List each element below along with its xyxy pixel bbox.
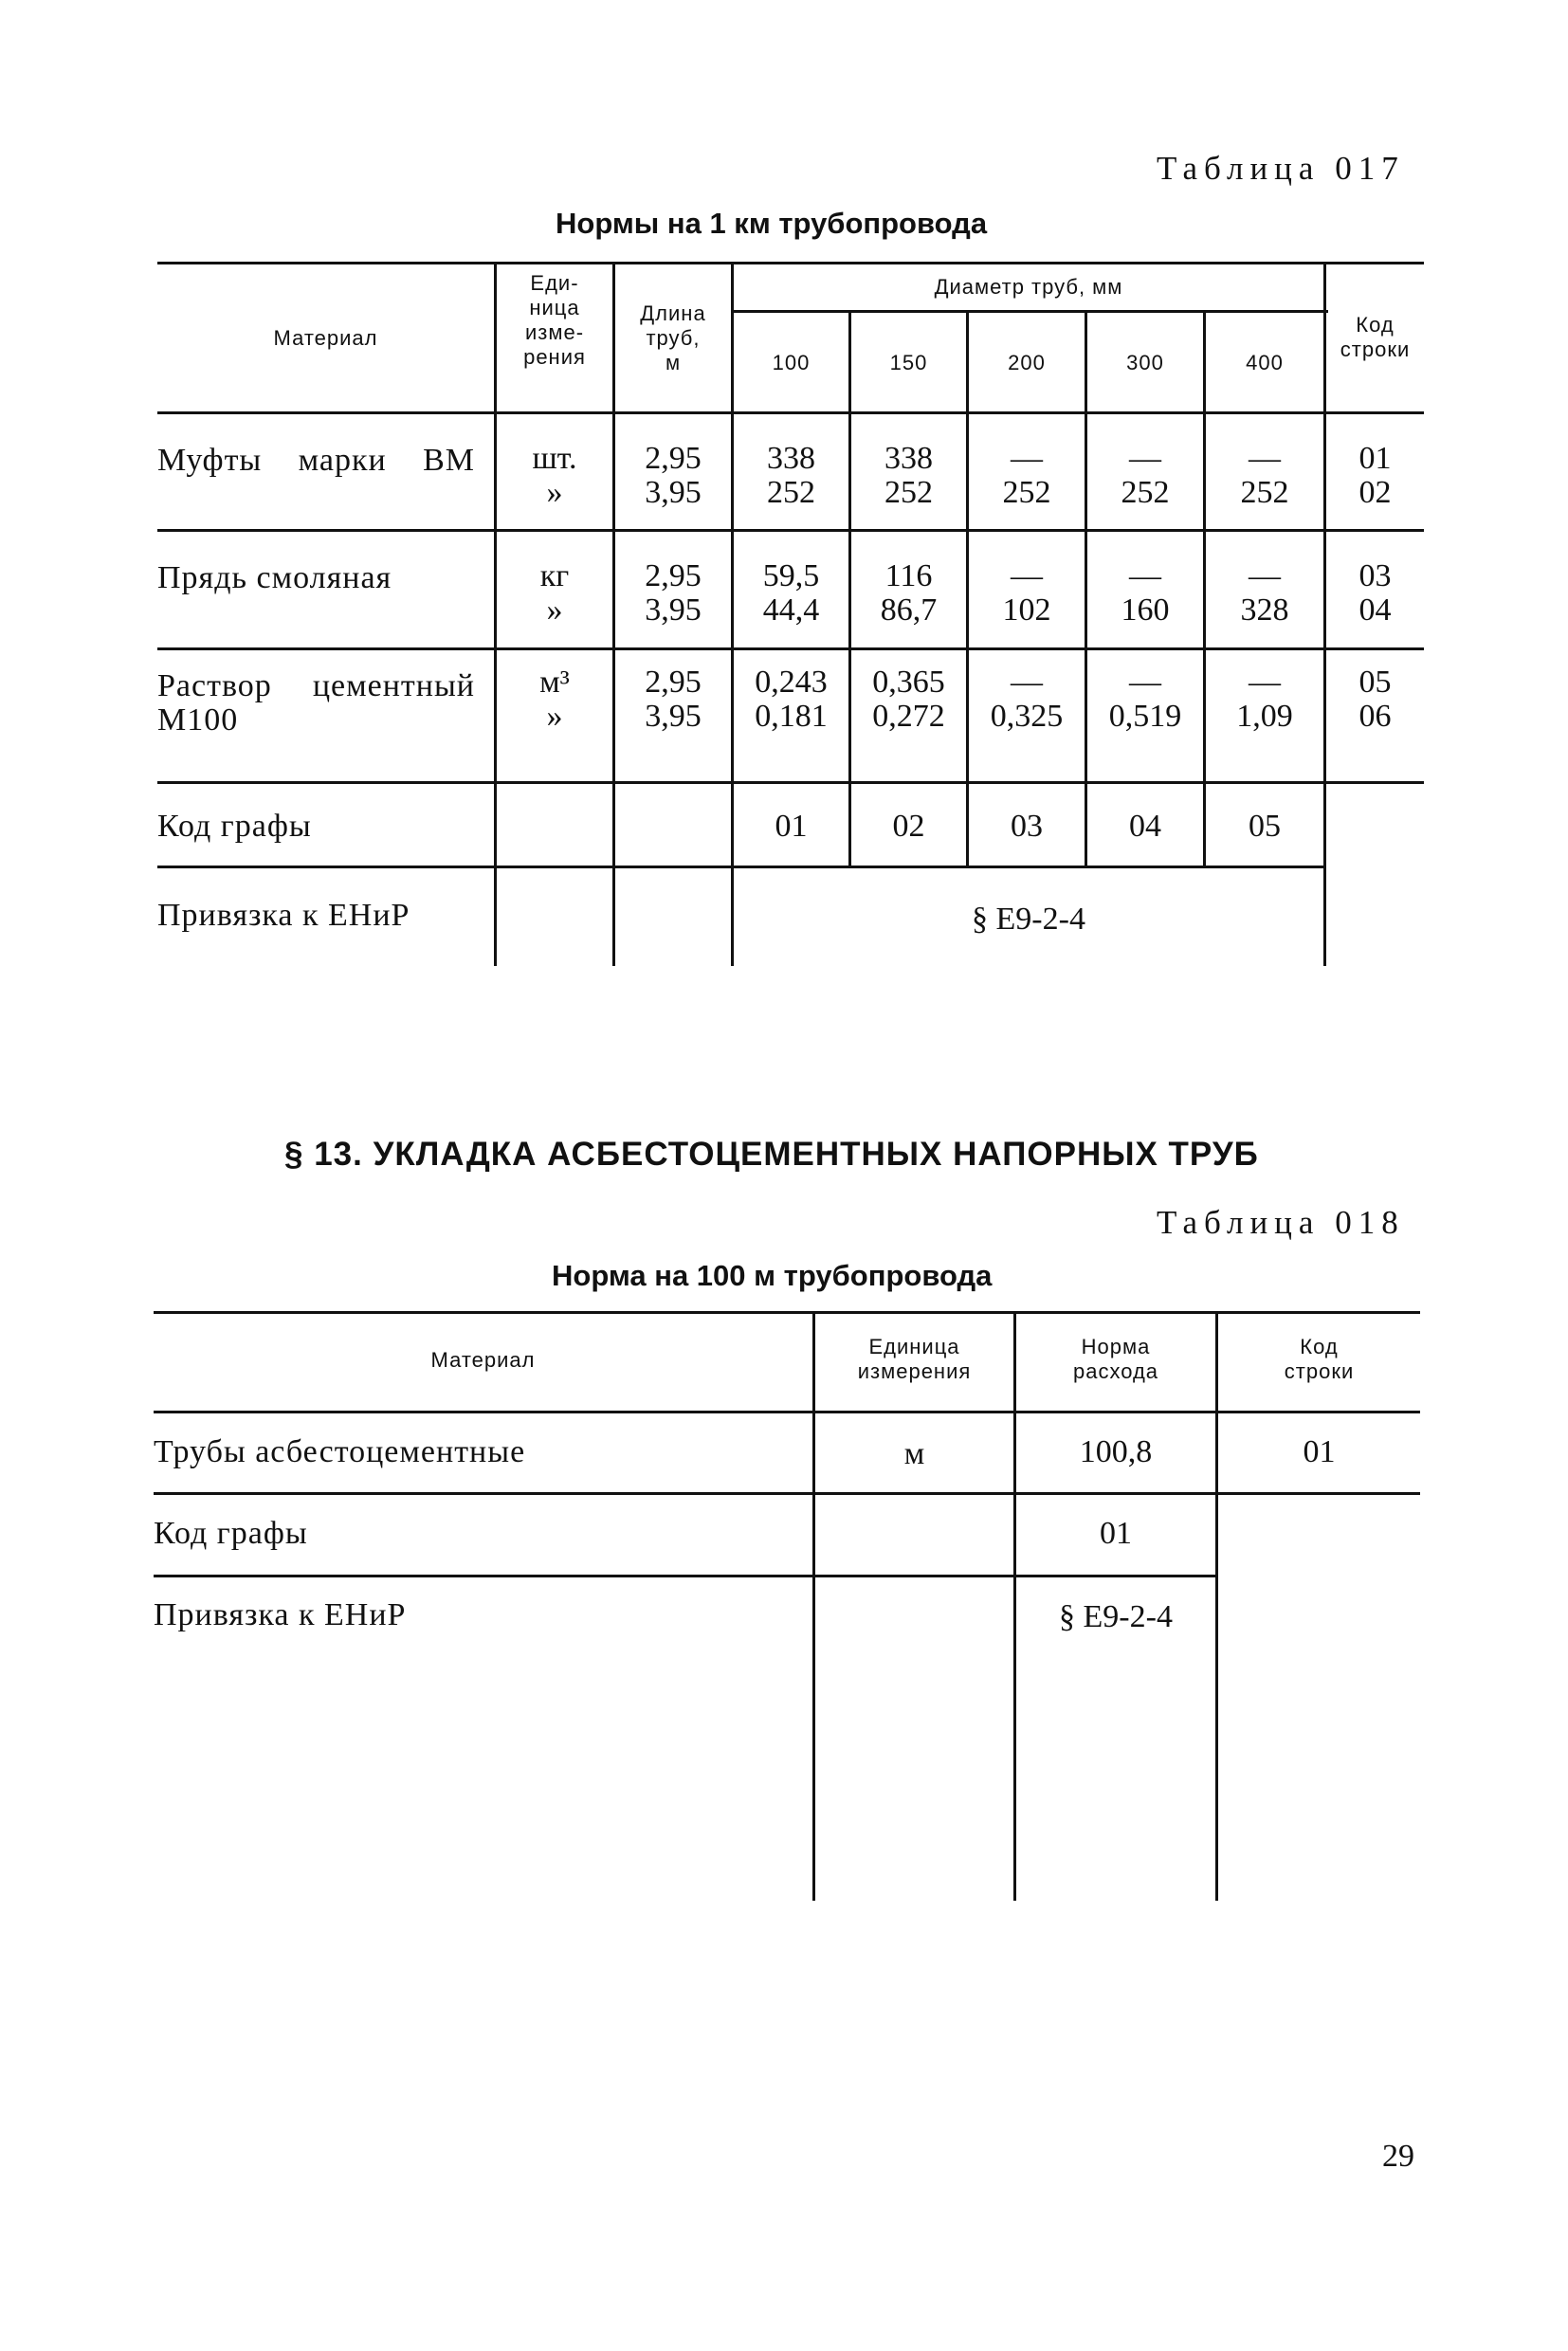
row-d100: 59,5 44,4 xyxy=(762,558,820,628)
code-row-label: Код графы xyxy=(154,1516,308,1551)
row-unit: шт. » xyxy=(532,441,577,510)
row-d200: — 252 xyxy=(1002,441,1051,510)
row-d300: — 0,519 xyxy=(1108,665,1182,734)
row-d300: — 252 xyxy=(1121,441,1170,510)
header-unit: Еди- ница изме- рения xyxy=(523,271,586,369)
row-length: 2,95 3,95 xyxy=(645,558,702,628)
table-017-label: Таблица 017 xyxy=(1157,150,1405,187)
header-material: Материал xyxy=(273,326,378,350)
code-graph-02: 02 xyxy=(892,809,925,844)
row-material: Раствор цементный М100 xyxy=(157,668,475,738)
row-d150: 116 86,7 xyxy=(880,558,938,628)
row-material: Муфты марки ВМ xyxy=(157,443,475,478)
row-d400: — 328 xyxy=(1240,558,1289,628)
row-unit: кг » xyxy=(539,558,570,628)
row-d200: — 102 xyxy=(1002,558,1051,628)
code-graph-03: 03 xyxy=(1011,809,1043,844)
header-d150: 150 xyxy=(889,351,928,374)
row-code: 05 06 xyxy=(1358,665,1392,734)
row-unit: м xyxy=(903,1436,925,1471)
row-code: 01 xyxy=(1303,1434,1336,1469)
header-code: Код строки xyxy=(1340,313,1411,361)
row-unit: м³ » xyxy=(539,665,570,734)
ref-row-value: § Е9-2-4 xyxy=(1059,1599,1173,1634)
ref-row-value: § Е9-2-4 xyxy=(972,902,1085,937)
ref-row-label: Привязка к ЕНиР xyxy=(157,898,410,933)
row-d150: 0,365 0,272 xyxy=(872,665,945,734)
row-material: Трубы асбестоцементные xyxy=(154,1434,526,1469)
page-number: 29 xyxy=(1382,2139,1414,2174)
row-d100: 338 252 xyxy=(767,441,815,510)
header-d200: 200 xyxy=(1008,351,1046,374)
code-graph-05: 05 xyxy=(1249,809,1281,844)
header-norm: Норма расхода xyxy=(1072,1335,1159,1383)
row-length: 2,95 3,95 xyxy=(645,441,702,510)
row-d200: — 0,325 xyxy=(990,665,1064,734)
header-length: Длина труб, м xyxy=(640,301,706,374)
section-title: § 13. УКЛАДКА АСБЕСТОЦЕМЕНТНЫХ НАПОРНЫХ ТРУБ xyxy=(284,1136,1259,1173)
code-row-label: Код графы xyxy=(157,809,312,844)
table-017-title: Нормы на 1 км трубопровода xyxy=(556,207,988,240)
header-code: Код строки xyxy=(1284,1335,1355,1383)
header-d400: 400 xyxy=(1246,351,1284,374)
table-018-title: Норма на 100 м трубопровода xyxy=(552,1259,993,1292)
row-d400: — 1,09 xyxy=(1236,665,1293,734)
header-d100: 100 xyxy=(772,351,811,374)
header-unit: Единица измерения xyxy=(857,1335,972,1383)
row-d400: — 252 xyxy=(1240,441,1289,510)
code-graph-04: 04 xyxy=(1129,809,1161,844)
code-graph-01: 01 xyxy=(1100,1516,1132,1551)
header-material: Материал xyxy=(430,1348,536,1372)
row-d150: 338 252 xyxy=(884,441,933,510)
row-length: 2,95 3,95 xyxy=(645,665,702,734)
ref-row-label: Привязка к ЕНиР xyxy=(154,1597,407,1632)
header-d300: 300 xyxy=(1126,351,1164,374)
table-018-label: Таблица 018 xyxy=(1157,1204,1405,1241)
header-diameter: Диаметр труб, мм xyxy=(934,275,1123,299)
row-norm: 100,8 xyxy=(1079,1434,1153,1469)
row-code: 01 02 xyxy=(1358,441,1392,510)
code-graph-01: 01 xyxy=(775,809,808,844)
row-d300: — 160 xyxy=(1121,558,1170,628)
row-d100: 0,243 0,181 xyxy=(755,665,828,734)
row-material: Прядь смоляная xyxy=(157,560,392,595)
row-code: 03 04 xyxy=(1358,558,1392,628)
